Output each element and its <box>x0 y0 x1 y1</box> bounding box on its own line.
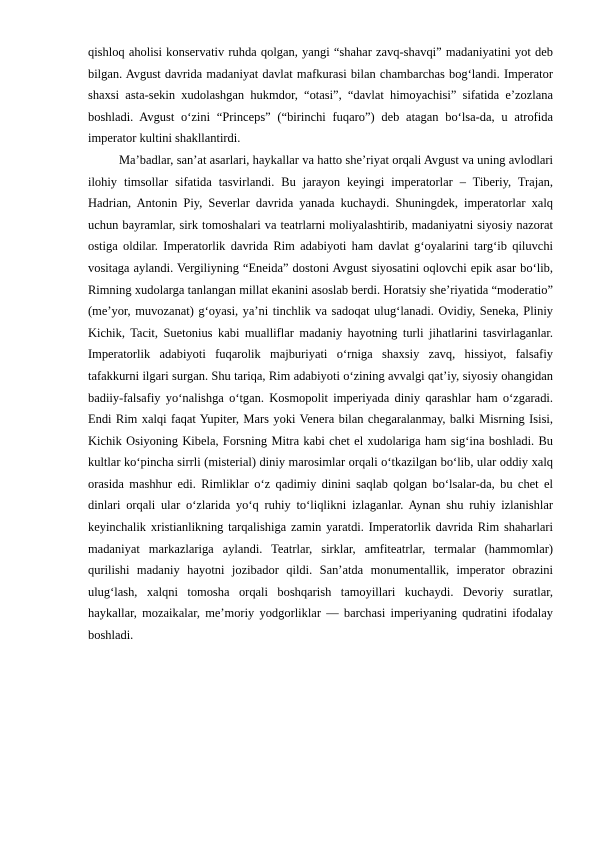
paragraph-1: qishloq aholisi konservativ ruhda qolgan, yangi “shahar zavq-shavqi” madaniyatini yot deb bilgan. Avgust davrida madaniyat davlat mafkurasi bilan chambarchas bog‘landi. Imperator shaxsi asta-sekin xudolashgan hukmdor, “otasi”, “davlat himoyachisi” sifatida e’zozlana boshladi. Avgust o‘zini “Princeps” (“birinchi fuqaro”) deb atagan bo‘lsa-da, u atrofida imperator kultini shakllantirdi. <box>88 45 553 146</box>
document-page <box>88 42 553 647</box>
paragraph-2: Ma’badlar, san’at asarlari, haykallar va hatto she’riyat orqali Avgust va uning avlodlari ilohiy timsollar sifatida tasvirlandi. Bu jarayon keyingi imperatorlar – Tiberiy, Trajan, Hadrian, Antonin Piy, Severlar davrida yanada kuchaydi. Shuningdek, imperatorlar xalq uchun bayramlar, sirk tomoshalari va teatrlarni moliyalashtirib, madaniyatni siyosiy nazorat ostiga oldilar. Imperatorlik davrida Rim adabiyoti ham davlat g‘oyalarini targ‘ib qiluvchi vositaga aylandi. Vergiliyning “Eneida” dostoni Avgust siyosatini oqlovchi epik asar bo‘lib, Rimning xudolarga tanlangan millat ekanini asoslab berdi. Horatsiy she’riyatida “moderatio” (me’yor, muvozanat) g‘oyasi, ya’ni tinchlik va sadoqat ulug‘lanadi. Ovidiy, Seneka, Pliniy Kichik, Tacit, Suetonius kabi mualliflar madaniy hayotning turli jihatlarini tasvirlaganlar. Imperatorlik adabiyoti fuqarolik majburiyati o‘rniga shaxsiy zavq, hissiyot, falsafiy tafakkurni ilgari surgan. Shu tariqa, Rim adabiyoti o‘zining avvalgi qat’iy, siyosiy ohangidan badiiy-falsafiy yo‘nalishga o‘tgan. Kosmopolit imperiyada diniy qarashlar ham o‘zgaradi. Endi Rim xalqi faqat Yupiter, Mars yoki Venera bilan chegaralanmay, balki Misrning Isisi, Kichik Osiyoning Kibela, Forsning Mitra kabi chet el xudolariga ham sig‘ina boshladi. Bu kultlar ko‘pincha sirrli (misterial) diniy marosimlar orqali o‘tkazilgan bo‘lib, ular oddiy xalq orasida mashhur edi. Rimliklar o‘z qadimiy dinini saqlab qolgan bo‘lsalar-da, bu chet el dinlari orqali ular o‘zlarida yo‘q ruhiy to‘liqlikni izlaganlar. Aynan shu ruhiy izlanishlar keyinchalik xristianlikning tarqalishiga zamin yaratdi. Imperatorlik davrida Rim shaharlari madaniyat markazlariga aylandi. Teatrlar, sirklar, amfiteatrlar, termalar (hammomlar) qurilishi madaniy hayotni jozibador qildi. San’atda monumentallik, imperator obrazini ulug‘lash, xalqni tomosha orqali boshqarish tamoyillari kuchaydi. Devoriy suratlar, haykallar, mozaikalar, me’moriy yodgorliklar — barchasi imperiyaning qudratini ifodalay boshladi. <box>88 152 553 643</box>
